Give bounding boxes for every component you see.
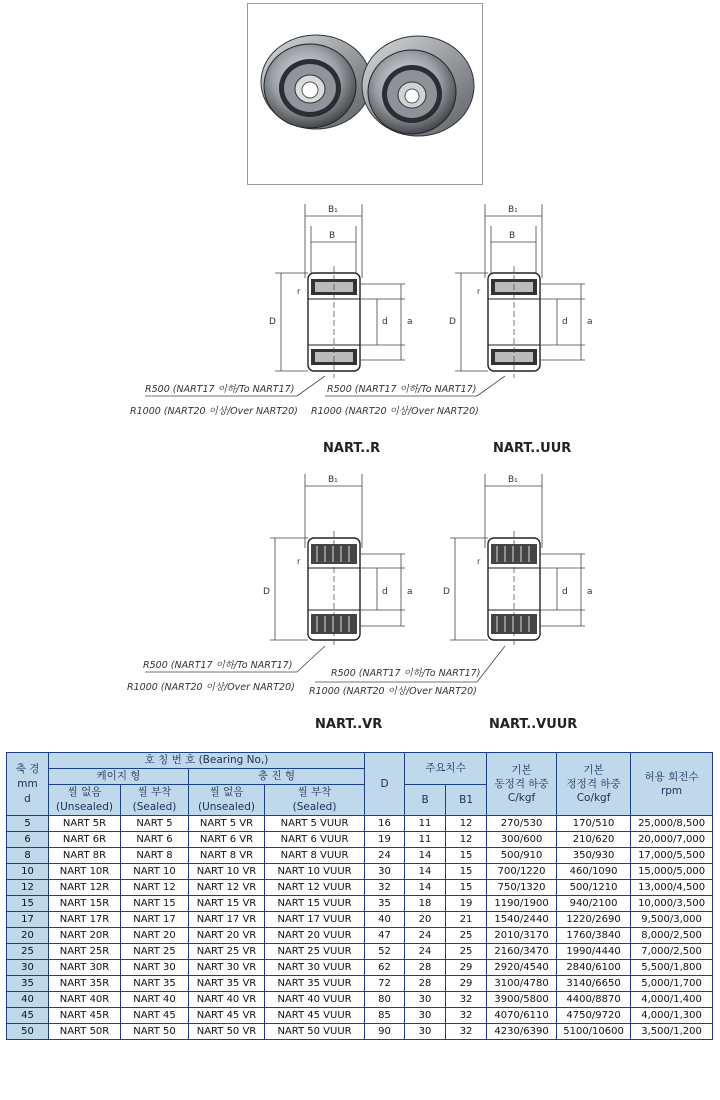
cell-D: 62 xyxy=(365,960,405,976)
cell-shaft-d: 17 xyxy=(7,912,49,928)
cell-dynamic-load: 500/910 xyxy=(487,848,557,864)
table-row xyxy=(7,896,713,912)
col-shaft: 축 경 mm d xyxy=(7,753,49,816)
cell-shaft-d: 40 xyxy=(7,992,49,1008)
cell-dynamic-load: 300/600 xyxy=(487,832,557,848)
cell-full-sealed: NART 40 VUUR xyxy=(265,992,365,1008)
cell-shaft-d: 6 xyxy=(7,832,49,848)
cell-rpm: 3,500/1,200 xyxy=(631,1024,713,1040)
cell-cage-sealed: NART 20 xyxy=(121,928,189,944)
cell-dynamic-load: 2160/3470 xyxy=(487,944,557,960)
cell-B: 28 xyxy=(405,960,446,976)
table-row xyxy=(7,880,713,896)
cell-D: 32 xyxy=(365,880,405,896)
dim-d-label: d xyxy=(562,587,568,597)
cell-cage-unsealed: NART 50R xyxy=(49,1024,121,1040)
cell-cage-sealed: NART 45 xyxy=(121,1008,189,1024)
cell-B: 11 xyxy=(405,816,446,832)
cell-static-load: 2840/6100 xyxy=(557,960,631,976)
table-row xyxy=(7,1008,713,1024)
dim-D-label: D xyxy=(269,317,276,327)
cell-shaft-d: 20 xyxy=(7,928,49,944)
cell-full-unsealed: NART 8 VR xyxy=(189,848,265,864)
cell-B: 28 xyxy=(405,976,446,992)
cell-full-unsealed: NART 30 VR xyxy=(189,960,265,976)
cell-dynamic-load: 3100/4780 xyxy=(487,976,557,992)
cell-B: 30 xyxy=(405,1008,446,1024)
dim-r-label: r xyxy=(297,287,301,296)
cell-cage-sealed: NART 40 xyxy=(121,992,189,1008)
diagram-title: NART..UUR xyxy=(493,441,572,456)
cell-full-sealed: NART 30 VUUR xyxy=(265,960,365,976)
cell-B: 18 xyxy=(405,896,446,912)
cell-B1: 12 xyxy=(446,832,487,848)
cell-cage-sealed: NART 30 xyxy=(121,960,189,976)
cell-B1: 19 xyxy=(446,896,487,912)
cell-full-unsealed: NART 5 VR xyxy=(189,816,265,832)
cell-cage-unsealed: NART 10R xyxy=(49,864,121,880)
dim-a-label: a xyxy=(407,587,413,597)
cell-D: 19 xyxy=(365,832,405,848)
cell-shaft-d: 8 xyxy=(7,848,49,864)
cell-full-unsealed: NART 10 VR xyxy=(189,864,265,880)
cell-static-load: 500/1210 xyxy=(557,880,631,896)
cell-B1: 32 xyxy=(446,992,487,1008)
dim-b1-label: B₁ xyxy=(328,475,338,485)
dim-D-label: D xyxy=(443,587,450,597)
cell-static-load: 4400/8870 xyxy=(557,992,631,1008)
cell-B1: 32 xyxy=(446,1024,487,1040)
cell-cage-unsealed: NART 30R xyxy=(49,960,121,976)
table-row xyxy=(7,816,713,832)
diagram-title: NART..VR xyxy=(315,717,383,732)
cell-rpm: 13,000/4,500 xyxy=(631,880,713,896)
cell-B: 30 xyxy=(405,992,446,1008)
cell-rpm: 4,000/1,400 xyxy=(631,992,713,1008)
cell-full-sealed: NART 20 VUUR xyxy=(265,928,365,944)
cell-D: 85 xyxy=(365,1008,405,1024)
radius-r1000-note: R1000 (NART20 이상/Over NART20) xyxy=(311,406,479,417)
table-row xyxy=(7,960,713,976)
cell-B: 11 xyxy=(405,832,446,848)
cell-D: 90 xyxy=(365,1024,405,1040)
cell-rpm: 8,000/2,500 xyxy=(631,928,713,944)
bearing-spec-table xyxy=(6,752,713,1040)
col-cage-unsealed: 씰 없음 (Unsealed) xyxy=(49,785,121,816)
cell-shaft-d: 25 xyxy=(7,944,49,960)
radius-r1000-note: R1000 (NART20 이상/Over NART20) xyxy=(130,406,298,417)
cell-full-unsealed: NART 45 VR xyxy=(189,1008,265,1024)
cell-D: 30 xyxy=(365,864,405,880)
cell-dynamic-load: 700/1220 xyxy=(487,864,557,880)
cell-B: 14 xyxy=(405,880,446,896)
cell-full-sealed: NART 10 VUUR xyxy=(265,864,365,880)
cell-cage-unsealed: NART 8R xyxy=(49,848,121,864)
cell-B1: 29 xyxy=(446,976,487,992)
col-B1: B1 xyxy=(446,785,487,816)
table-row xyxy=(7,928,713,944)
cell-D: 40 xyxy=(365,912,405,928)
table-row xyxy=(7,992,713,1008)
cell-full-unsealed: NART 25 VR xyxy=(189,944,265,960)
cell-D: 24 xyxy=(365,848,405,864)
cell-rpm: 5,000/1,700 xyxy=(631,976,713,992)
col-cage-type: 케이지 형 xyxy=(49,769,189,785)
cell-cage-sealed: NART 8 xyxy=(121,848,189,864)
cell-static-load: 4750/9720 xyxy=(557,1008,631,1024)
cell-B1: 25 xyxy=(446,928,487,944)
table-row xyxy=(7,848,713,864)
cell-cage-unsealed: NART 12R xyxy=(49,880,121,896)
cell-B: 14 xyxy=(405,848,446,864)
cell-D: 16 xyxy=(365,816,405,832)
col-dynamic-load: 기본 동정격 하중 C/kgf xyxy=(487,753,557,816)
table-row xyxy=(7,864,713,880)
cell-B: 14 xyxy=(405,864,446,880)
cell-shaft-d: 15 xyxy=(7,896,49,912)
dim-r-label: r xyxy=(477,287,481,296)
table-row xyxy=(7,976,713,992)
dim-a-label: a xyxy=(587,587,593,597)
cell-B1: 15 xyxy=(446,880,487,896)
dim-b1-label: B₁ xyxy=(328,205,338,215)
cell-rpm: 15,000/5,000 xyxy=(631,864,713,880)
cell-static-load: 170/510 xyxy=(557,816,631,832)
col-D: D xyxy=(365,753,405,816)
cell-rpm: 7,000/2,500 xyxy=(631,944,713,960)
cell-static-load: 3140/6650 xyxy=(557,976,631,992)
cell-dynamic-load: 1190/1900 xyxy=(487,896,557,912)
table-row xyxy=(7,832,713,848)
cell-full-unsealed: NART 12 VR xyxy=(189,880,265,896)
col-B: B xyxy=(405,785,446,816)
cell-static-load: 1990/4440 xyxy=(557,944,631,960)
cell-shaft-d: 12 xyxy=(7,880,49,896)
cell-B1: 12 xyxy=(446,816,487,832)
cell-rpm: 4,000/1,300 xyxy=(631,1008,713,1024)
cell-shaft-d: 5 xyxy=(7,816,49,832)
cell-full-unsealed: NART 35 VR xyxy=(189,976,265,992)
cell-static-load: 460/1090 xyxy=(557,864,631,880)
cell-full-sealed: NART 45 VUUR xyxy=(265,1008,365,1024)
cell-cage-sealed: NART 6 xyxy=(121,832,189,848)
radius-r500-note: R500 (NART17 이하/To NART17) xyxy=(143,660,293,671)
cell-dynamic-load: 2010/3170 xyxy=(487,928,557,944)
col-main-dims: 주요치수 xyxy=(405,753,487,785)
diagram-title: NART..R xyxy=(323,441,381,456)
cell-rpm: 17,000/5,500 xyxy=(631,848,713,864)
dim-d-label: d xyxy=(382,587,388,597)
cell-shaft-d: 35 xyxy=(7,976,49,992)
cell-cage-sealed: NART 12 xyxy=(121,880,189,896)
cell-cage-sealed: NART 5 xyxy=(121,816,189,832)
cell-shaft-d: 50 xyxy=(7,1024,49,1040)
cell-D: 80 xyxy=(365,992,405,1008)
dim-b-label: B xyxy=(509,231,516,241)
dim-a-label: a xyxy=(407,317,413,327)
cell-dynamic-load: 2920/4540 xyxy=(487,960,557,976)
cell-static-load: 5100/10600 xyxy=(557,1024,631,1040)
cell-B1: 15 xyxy=(446,864,487,880)
cell-shaft-d: 45 xyxy=(7,1008,49,1024)
cell-cage-unsealed: NART 17R xyxy=(49,912,121,928)
diagram-nart-uur xyxy=(305,196,625,466)
col-rpm: 허용 회전수 rpm xyxy=(631,753,713,816)
dim-r-label: r xyxy=(297,557,301,566)
cell-static-load: 350/930 xyxy=(557,848,631,864)
cell-B1: 15 xyxy=(446,848,487,864)
cell-rpm: 20,000/7,000 xyxy=(631,832,713,848)
cell-cage-sealed: NART 50 xyxy=(121,1024,189,1040)
cell-B1: 25 xyxy=(446,944,487,960)
cell-cage-unsealed: NART 15R xyxy=(49,896,121,912)
cell-dynamic-load: 1540/2440 xyxy=(487,912,557,928)
cell-full-unsealed: NART 6 VR xyxy=(189,832,265,848)
cell-D: 52 xyxy=(365,944,405,960)
cell-B1: 29 xyxy=(446,960,487,976)
cell-cage-unsealed: NART 6R xyxy=(49,832,121,848)
cell-full-unsealed: NART 17 VR xyxy=(189,912,265,928)
cell-rpm: 5,500/1,800 xyxy=(631,960,713,976)
cell-cage-sealed: NART 10 xyxy=(121,864,189,880)
spec-table-body xyxy=(7,816,713,1040)
cell-full-sealed: NART 25 VUUR xyxy=(265,944,365,960)
cell-cage-sealed: NART 35 xyxy=(121,976,189,992)
radius-r500-note: R500 (NART17 이하/To NART17) xyxy=(327,384,477,395)
cell-rpm: 9,500/3,000 xyxy=(631,912,713,928)
diagram-title: NART..VUUR xyxy=(489,717,578,732)
cell-cage-sealed: NART 25 xyxy=(121,944,189,960)
cell-static-load: 1760/3840 xyxy=(557,928,631,944)
col-full-type: 충 진 형 xyxy=(189,769,365,785)
cell-dynamic-load: 4230/6390 xyxy=(487,1024,557,1040)
cell-full-sealed: NART 5 VUUR xyxy=(265,816,365,832)
dim-r-label: r xyxy=(477,557,481,566)
dim-d-label: d xyxy=(382,317,388,327)
cell-D: 47 xyxy=(365,928,405,944)
cell-rpm: 25,000/8,500 xyxy=(631,816,713,832)
cell-full-unsealed: NART 15 VR xyxy=(189,896,265,912)
table-row xyxy=(7,944,713,960)
dim-a-label: a xyxy=(587,317,593,327)
cell-static-load: 940/2100 xyxy=(557,896,631,912)
product-photo xyxy=(247,3,483,185)
cell-shaft-d: 30 xyxy=(7,960,49,976)
dim-b-label: B xyxy=(329,231,336,241)
cell-dynamic-load: 4070/6110 xyxy=(487,1008,557,1024)
cell-D: 72 xyxy=(365,976,405,992)
col-cage-sealed: 씰 부착 (Sealed) xyxy=(121,785,189,816)
col-static-load: 기본 정정격 하중 Co/kgf xyxy=(557,753,631,816)
cell-full-sealed: NART 6 VUUR xyxy=(265,832,365,848)
cell-full-sealed: NART 8 VUUR xyxy=(265,848,365,864)
radius-r500-note: R500 (NART17 이하/To NART17) xyxy=(145,384,295,395)
radius-r1000-note: R1000 (NART20 이상/Over NART20) xyxy=(127,682,295,693)
cell-cage-unsealed: NART 20R xyxy=(49,928,121,944)
cell-full-sealed: NART 15 VUUR xyxy=(265,896,365,912)
table-row xyxy=(7,912,713,928)
cell-B: 24 xyxy=(405,944,446,960)
cell-cage-unsealed: NART 40R xyxy=(49,992,121,1008)
table-row xyxy=(7,1024,713,1040)
cell-cage-unsealed: NART 5R xyxy=(49,816,121,832)
radius-r500-note: R500 (NART17 이하/To NART17) xyxy=(331,668,481,679)
col-bearing-no: 호 칭 번 호 (Bearing No,) xyxy=(49,753,365,769)
dim-b1-label: B₁ xyxy=(508,205,518,215)
dim-b1-label: B₁ xyxy=(508,475,518,485)
dim-D-label: D xyxy=(263,587,270,597)
cell-full-unsealed: NART 40 VR xyxy=(189,992,265,1008)
radius-r1000-note: R1000 (NART20 이상/Over NART20) xyxy=(309,686,477,697)
cell-D: 35 xyxy=(365,896,405,912)
cell-full-sealed: NART 12 VUUR xyxy=(265,880,365,896)
col-full-sealed: 씰 부착 (Sealed) xyxy=(265,785,365,816)
cell-cage-unsealed: NART 45R xyxy=(49,1008,121,1024)
cell-full-sealed: NART 17 VUUR xyxy=(265,912,365,928)
cell-B: 20 xyxy=(405,912,446,928)
cell-B1: 32 xyxy=(446,1008,487,1024)
cell-cage-sealed: NART 15 xyxy=(121,896,189,912)
cell-B1: 21 xyxy=(446,912,487,928)
cell-full-sealed: NART 35 VUUR xyxy=(265,976,365,992)
cell-cage-sealed: NART 17 xyxy=(121,912,189,928)
cell-cage-unsealed: NART 25R xyxy=(49,944,121,960)
dim-d-label: d xyxy=(562,317,568,327)
cell-static-load: 1220/2690 xyxy=(557,912,631,928)
cell-B: 30 xyxy=(405,1024,446,1040)
cell-rpm: 10,000/3,500 xyxy=(631,896,713,912)
cell-dynamic-load: 3900/5800 xyxy=(487,992,557,1008)
cell-static-load: 210/620 xyxy=(557,832,631,848)
cell-dynamic-load: 750/1320 xyxy=(487,880,557,896)
diagram-nart-vuur xyxy=(305,466,625,736)
cell-B: 24 xyxy=(405,928,446,944)
dim-D-label: D xyxy=(449,317,456,327)
cell-shaft-d: 10 xyxy=(7,864,49,880)
cell-full-unsealed: NART 50 VR xyxy=(189,1024,265,1040)
cell-full-sealed: NART 50 VUUR xyxy=(265,1024,365,1040)
col-full-unsealed: 씰 없음 (Unsealed) xyxy=(189,785,265,816)
cell-cage-unsealed: NART 35R xyxy=(49,976,121,992)
cell-full-unsealed: NART 20 VR xyxy=(189,928,265,944)
cell-dynamic-load: 270/530 xyxy=(487,816,557,832)
